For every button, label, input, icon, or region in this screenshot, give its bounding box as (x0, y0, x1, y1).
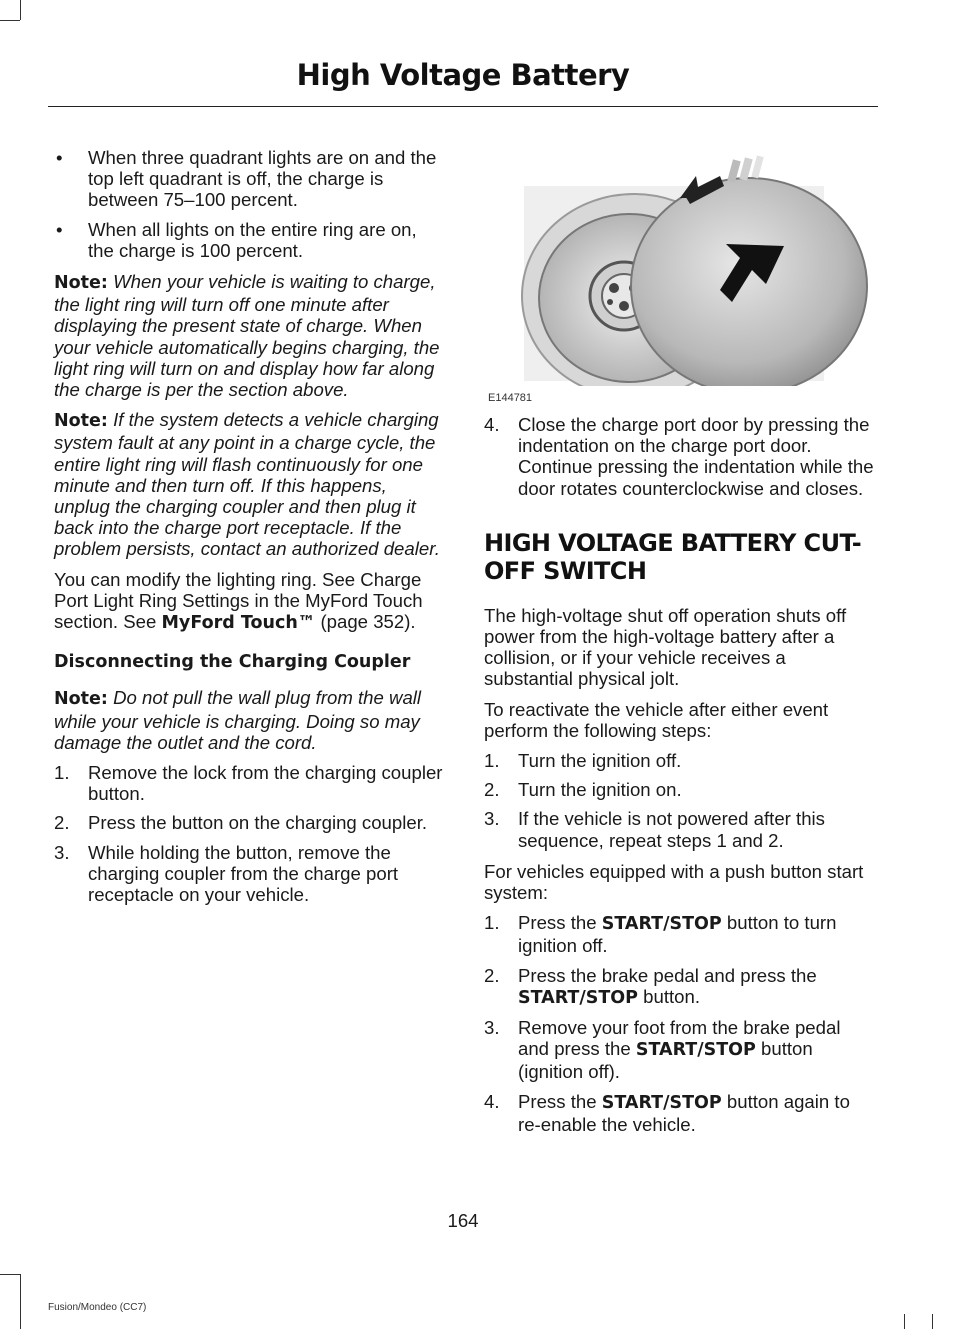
myford-touch-link[interactable]: MyFord Touch™ (161, 613, 316, 634)
step-text: Remove the lock from the charging coupler button. (88, 762, 443, 805)
step-text: Turn the ignition on. (518, 779, 682, 801)
crop-mark (932, 1314, 933, 1329)
note-text: Do not pull the wall plug from the wall while your vehicle is charging. Doing so may damage the outlet and the cord. (54, 687, 422, 753)
list-item (484, 965, 876, 1009)
step-number: 3. (484, 808, 500, 830)
step-number: 1. (484, 750, 500, 772)
right-column (484, 414, 876, 1143)
step-number: 4. (484, 414, 500, 435)
paragraph-text: You can modify the lighting ring. See Charge Port Light Ring Settings in the MyFord Touch section. See (54, 568, 423, 633)
step-text-pre: Press the (518, 1090, 597, 1112)
note-label: Note: (54, 273, 108, 294)
start-stop-label: START/STOP (601, 1092, 722, 1113)
paragraph: For vehicles equipped with a push button start system: (484, 860, 864, 904)
step-text: Turn the ignition off. (518, 750, 682, 772)
note-label: Note: (54, 689, 108, 710)
step-text-post: button to turn ignition off. (518, 912, 837, 957)
charge-port-door-icon (484, 146, 876, 386)
left-column (54, 147, 446, 913)
list-item (484, 808, 876, 850)
start-stop-label: START/STOP (635, 1040, 756, 1061)
title-rule (48, 106, 878, 107)
bullet-text: When all lights on the entire ring are on, the charge is 100 percent. (88, 218, 417, 261)
crop-mark (20, 0, 21, 20)
step-number: 2. (54, 812, 70, 834)
charge-port-illustration (484, 146, 876, 404)
step-text-post: button. (643, 985, 701, 1007)
bullet-marker: • (56, 147, 63, 168)
list-item (484, 414, 876, 499)
list-item (484, 1091, 876, 1135)
list-item (54, 147, 446, 211)
list-item (54, 762, 446, 804)
step-text-post: button again to re-enable the vehicle. (518, 1090, 850, 1135)
list-item (54, 219, 446, 261)
step-text-pre: Press the (518, 912, 597, 934)
page-title: High Voltage Battery (296, 58, 630, 92)
list-item (484, 1017, 876, 1083)
start-stop-label: START/STOP (601, 914, 722, 935)
step-text: Press the button on the charging coupler. (88, 812, 428, 834)
crop-mark (0, 1274, 20, 1275)
paragraph: To reactivate the vehicle after either event perform the following steps: (484, 698, 829, 741)
figure-code: E144781 (488, 392, 533, 404)
crop-mark (0, 20, 20, 21)
paragraph: The high-voltage shut off operation shuts off power from the high-voltage battery after a collision, or if your vehicle receives a substantial physical jolt. (484, 604, 847, 690)
step-text-pre: Press the brake pedal and press the (518, 964, 817, 986)
step-text: If the vehicle is not powered after this sequence, repeat steps 1 and 2. (518, 808, 825, 851)
step-number: 1. (54, 762, 70, 784)
list-item (484, 779, 876, 800)
step-number: 2. (484, 964, 500, 986)
note-wall-plug (54, 687, 446, 753)
list-item (484, 912, 876, 956)
note-label: Note: (54, 411, 108, 432)
list-item (54, 812, 446, 833)
step-number: 3. (484, 1017, 500, 1039)
crop-mark (904, 1314, 905, 1329)
step-text-pre: Remove your foot from the brake pedal and press the (518, 1017, 841, 1060)
step-text: Close the charge port door by pressing the indentation on the charge port door. Continue pressing the indentation while the door rotates counterclockwise and closes. (518, 414, 874, 499)
list-item (54, 842, 446, 906)
note-waiting-to-charge (54, 271, 446, 400)
step-text: While holding the button, remove the charging coupler from the charge port receptacle on your vehicle. (88, 841, 399, 906)
page-number: 164 (447, 1210, 479, 1231)
page-reference: (page 352). (320, 611, 416, 633)
modify-lighting-paragraph (54, 569, 446, 635)
step-number: 4. (484, 1090, 500, 1112)
step-number: 1. (484, 912, 500, 934)
bullet-text: When three quadrant lights are on and the top left quadrant is off, the charge is between 75–100 percent. (88, 147, 437, 211)
note-system-fault (54, 409, 446, 559)
start-stop-label: START/STOP (518, 987, 638, 1008)
list-item (484, 750, 876, 771)
step-text-post: button (ignition off). (518, 1038, 813, 1083)
footer-model: Fusion/Mondeo (CC7) (48, 1302, 147, 1313)
section-heading: HIGH VOLTAGE BATTERY CUT-OFF SWITCH (484, 528, 862, 585)
bullet-marker: • (56, 218, 63, 240)
step-number: 2. (484, 779, 500, 801)
step-number: 3. (54, 841, 70, 863)
crop-mark (20, 1274, 21, 1329)
note-text: When your vehicle is waiting to charge, the light ring will turn off one minute after displaying the present state of charge. When your vehicle automatically begins charging, the light ring will turn on and display how far along the charge is per the section above. (54, 271, 440, 401)
note-text: If the system detects a vehicle charging system fault at any point in a charge cycle, the entire light ring will flash continuously for one minute and then turn off. If this happens, unplug the charging coupler and then plug it back into the charge port receptacle. If the problem persists, contact an authorized dealer. (54, 409, 440, 560)
section-subheading: Disconnecting the Charging Coupler (54, 652, 411, 673)
